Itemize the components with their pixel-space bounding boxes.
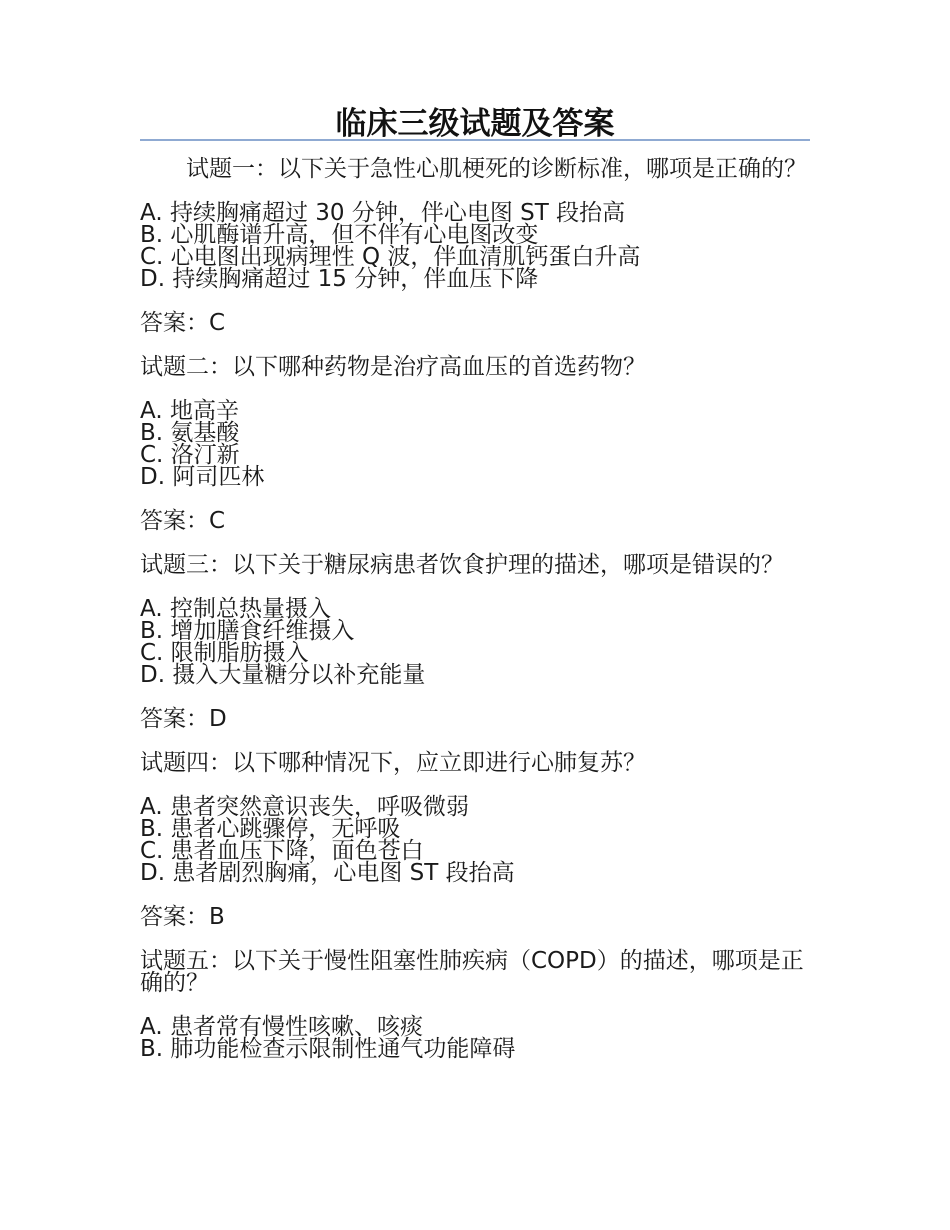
option-b: B. 肺功能检查示限制性通气功能障碍 xyxy=(140,1036,516,1062)
title-underline xyxy=(140,139,810,141)
question-block xyxy=(140,554,810,730)
question-block xyxy=(140,356,810,532)
option-list xyxy=(140,1016,810,1060)
question-stem: 试题三：以下关于糖尿病患者饮食护理的描述，哪项是错误的？ xyxy=(140,552,784,578)
option-a: A. 持续胸痛超过 30 分钟，伴心电图 ST 段抬高 xyxy=(140,200,626,226)
answer-text: 答案：B xyxy=(140,904,225,930)
option-c: C. 患者血压下降，面色苍白 xyxy=(140,838,424,864)
option-list xyxy=(140,400,810,488)
answer-text: 答案：D xyxy=(140,706,227,732)
option-a: A. 控制总热量摄入 xyxy=(140,596,331,622)
option-d: D. 阿司匹林 xyxy=(140,464,265,490)
option-c: C. 心电图出现病理性 Q 波，伴血清肌钙蛋白升高 xyxy=(140,244,641,270)
option-list xyxy=(140,598,810,686)
option-a: A. 地高辛 xyxy=(140,398,239,424)
option-c: C. 洛汀新 xyxy=(140,442,240,468)
option-list xyxy=(140,202,810,290)
option-d: D. 摄入大量糖分以补充能量 xyxy=(140,662,426,688)
option-d: D. 持续胸痛超过 15 分钟，伴血压下降 xyxy=(140,266,539,292)
question-stem: 试题一：以下关于急性心肌梗死的诊断标准，哪项是正确的？ xyxy=(186,156,807,182)
document-title: 临床三级试题及答案 xyxy=(335,106,615,142)
question-stem: 试题四：以下哪种情况下，应立即进行心肺复苏？ xyxy=(140,750,646,776)
answer-text: 答案：C xyxy=(140,508,226,534)
option-b: B. 患者心跳骤停，无呼吸 xyxy=(140,816,401,842)
question-stem: 试题五：以下关于慢性阻塞性肺疾病（COPD）的描述，哪项是正确的？ xyxy=(140,948,804,996)
option-b: B. 氨基酸 xyxy=(140,420,240,446)
option-list xyxy=(140,796,810,884)
option-d: D. 患者剧烈胸痛，心电图 ST 段抬高 xyxy=(140,860,515,886)
question-block xyxy=(140,752,810,928)
option-a: A. 患者常有慢性咳嗽、咳痰 xyxy=(140,1014,423,1040)
answer-text: 答案：C xyxy=(140,310,226,336)
question-block xyxy=(140,950,810,1060)
option-b: B. 心肌酶谱升高，但不伴有心电图改变 xyxy=(140,222,539,248)
document-body xyxy=(140,158,810,1082)
option-a: A. 患者突然意识丧失，呼吸微弱 xyxy=(140,794,469,820)
question-stem: 试题二：以下哪种药物是治疗高血压的首选药物？ xyxy=(140,354,646,380)
question-block xyxy=(140,158,810,334)
option-b: B. 增加膳食纤维摄入 xyxy=(140,618,355,644)
option-c: C. 限制脂肪摄入 xyxy=(140,640,309,666)
